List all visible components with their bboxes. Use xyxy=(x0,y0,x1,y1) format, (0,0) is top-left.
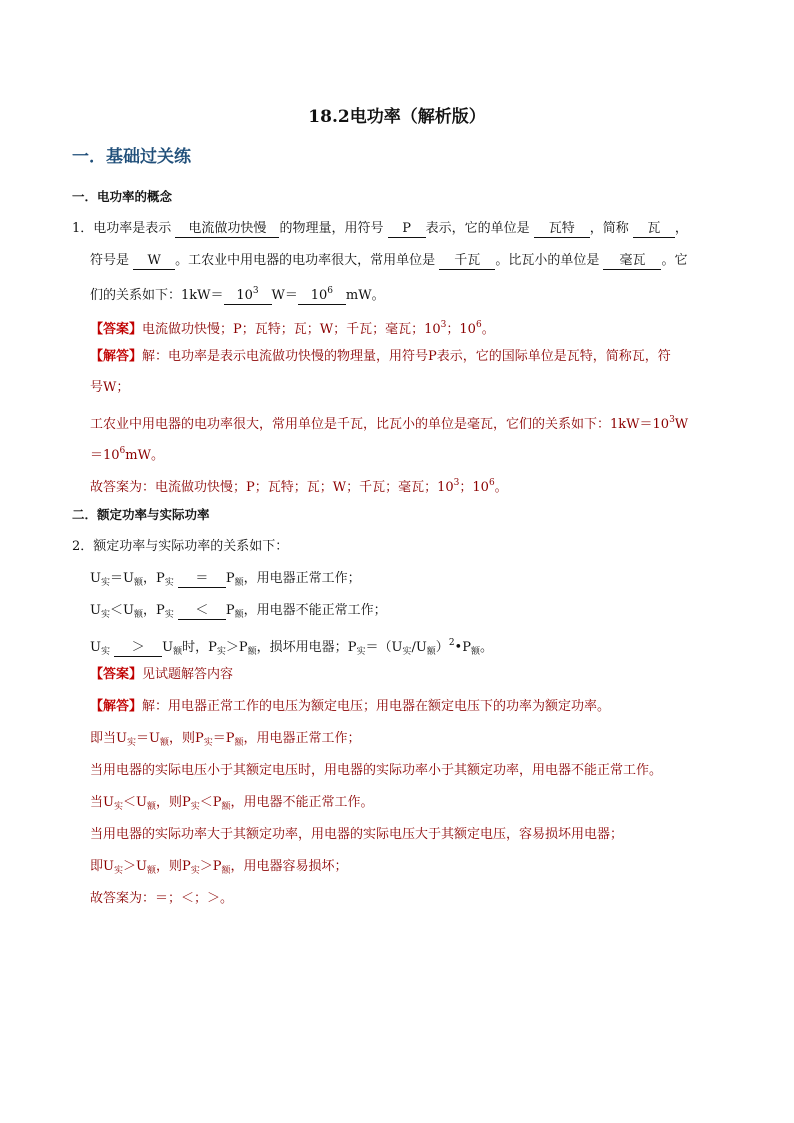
blank-eq: ＝ xyxy=(178,571,226,588)
question-2-analysis-line-6 xyxy=(90,857,348,881)
text: 故答案为：电流做功快慢；P；瓦特；瓦；W；千瓦；毫瓦；10 xyxy=(90,480,454,495)
subscript: 实 xyxy=(190,802,200,812)
text: 即U xyxy=(90,859,114,874)
subscript: 额 xyxy=(146,866,156,876)
blank-lt: ＜ xyxy=(178,603,226,620)
question-1-analysis-line-3 xyxy=(90,410,688,435)
blank-gt: ＞ xyxy=(114,640,162,657)
subsection-heading-2: 二．额定功率与实际功率 xyxy=(72,507,210,522)
text: ＝ xyxy=(212,731,226,746)
question-2-analysis-line-1 xyxy=(90,697,610,717)
blank-6: 千瓦 xyxy=(439,253,495,270)
question-2-final-answer: 故答案为：＝；＜；＞。 xyxy=(90,891,234,906)
subscript: 额 xyxy=(247,647,257,657)
text: 。 xyxy=(479,640,493,655)
blank-8 xyxy=(224,283,272,305)
analysis-text: 解：电功率是表示电流做功快慢的物理量，用符号P表示，它的国际单位是瓦特，简称瓦，符 xyxy=(142,349,671,364)
superscript: 3 xyxy=(252,286,259,296)
blank-7: 毫瓦 xyxy=(603,253,661,270)
symbol: P xyxy=(212,859,222,874)
text: 的物理量，用符号 xyxy=(279,221,384,236)
symbol: U xyxy=(123,571,134,586)
subscript: 额 xyxy=(146,802,156,812)
text: •P xyxy=(454,640,471,655)
text: ＝ xyxy=(109,571,123,586)
text: 电功率是表示 xyxy=(93,221,172,236)
symbol: U xyxy=(90,640,101,655)
analysis-text: 解：用电器正常工作的电压为额定电压；用电器在额定电压下的功率为额定功率。 xyxy=(142,699,611,714)
superscript: 6 xyxy=(475,320,482,330)
question-2-analysis-line-4 xyxy=(90,793,374,817)
text: ＜ xyxy=(199,795,213,810)
symbol: U xyxy=(90,603,101,618)
question-2-intro xyxy=(72,537,288,557)
blank-1: 电流做功快慢 xyxy=(175,221,279,238)
subscript: 实 xyxy=(100,578,110,588)
text: 。它 xyxy=(661,253,688,268)
superscript: 3 xyxy=(669,415,675,425)
question-2-analysis-line-3: 当用电器的实际电压小于其额定电压时，用电器的实际功率小于其额定功率，用电器不能正常工作。 xyxy=(90,763,663,778)
text: ＝10 xyxy=(90,448,120,463)
text: ， xyxy=(142,603,156,618)
question-1-analysis-line-4 xyxy=(90,441,164,466)
question-2-analysis-line-5: 当用电器的实际功率大于其额定功率，用电器的实际电压大于其额定电压，容易损坏用电器； xyxy=(90,827,624,842)
question-1-line-2 xyxy=(90,251,687,271)
symbol: P xyxy=(156,571,165,586)
answer-tag: 【答案】 xyxy=(90,667,143,682)
blank-9 xyxy=(298,283,346,305)
text: W＝ xyxy=(271,288,298,303)
text: ，用电器正常工作； xyxy=(243,731,361,746)
text: 。 xyxy=(494,480,508,495)
symbol: P xyxy=(225,571,235,586)
question-2-line-3 xyxy=(90,633,493,662)
superscript: 3 xyxy=(453,478,460,488)
symbol: U xyxy=(136,859,147,874)
subscript: 实 xyxy=(164,610,174,620)
text: ，简称 xyxy=(589,221,629,236)
text: 。 xyxy=(481,322,495,337)
subscript: 额 xyxy=(221,802,231,812)
text: 即当U xyxy=(90,731,127,746)
text: ，则P xyxy=(155,795,191,810)
analysis-tag: 【解答】 xyxy=(90,699,143,714)
superscript: 6 xyxy=(488,478,495,488)
text: ） xyxy=(435,640,449,655)
subscript: 额 xyxy=(173,647,183,657)
symbol: P xyxy=(156,603,165,618)
text: ， xyxy=(674,221,688,236)
text: W xyxy=(674,417,689,432)
text: /U xyxy=(411,640,427,655)
text: mW。 xyxy=(345,288,385,303)
question-2-line-1 xyxy=(90,569,361,593)
subscript: 额 xyxy=(159,738,169,748)
superscript: 6 xyxy=(327,286,334,296)
symbol: P xyxy=(208,640,217,655)
text: 时， xyxy=(182,640,209,655)
text: ，用电器不能正常工作； xyxy=(243,603,387,618)
symbol: P xyxy=(212,795,222,810)
text: 当U xyxy=(90,795,114,810)
subscript: 实 xyxy=(356,647,366,657)
symbol: P xyxy=(225,603,235,618)
text: 工农业中用电器的电功率很大，常用单位是千瓦，比瓦小的单位是毫瓦，它们的关系如下：1kW＝10 xyxy=(90,417,670,432)
text: ，损坏用电器； xyxy=(256,640,348,655)
subscript: 额 xyxy=(221,866,231,876)
text: ＝（U xyxy=(365,640,403,655)
answer-tag: 【答案】 xyxy=(90,322,143,337)
page-title: 18.2电功率（解析版） xyxy=(308,107,486,127)
text: ；10 xyxy=(446,322,476,337)
superscript: 2 xyxy=(448,638,455,648)
symbol: P xyxy=(347,640,357,655)
symbol: U xyxy=(162,640,174,655)
symbol: P xyxy=(238,640,248,655)
question-2-answer xyxy=(90,665,233,685)
question-1-line-1 xyxy=(72,219,688,239)
text: 额定功率与实际功率的关系如下： xyxy=(93,539,289,554)
text: ＞ xyxy=(122,859,136,874)
subscript: 实 xyxy=(126,738,136,748)
section-heading: 一．基础过关练 xyxy=(72,147,191,167)
blank-3: 瓦特 xyxy=(534,221,590,238)
text: ，则P xyxy=(155,859,191,874)
subscript: 额 xyxy=(133,610,143,620)
text: 们的关系如下：1kW＝ xyxy=(90,288,224,303)
symbol: U xyxy=(123,603,134,618)
text: 表示，它的单位是 xyxy=(425,221,530,236)
text: ，用电器正常工作； xyxy=(243,571,361,586)
question-number: 1． xyxy=(72,221,94,236)
text: 。比瓦小的单位是 xyxy=(495,253,600,268)
symbol: P xyxy=(225,731,235,746)
question-1-analysis-line-2: 号W； xyxy=(90,380,130,395)
subscript: 额 xyxy=(426,647,436,657)
question-2-line-2 xyxy=(90,601,387,625)
answer-text xyxy=(142,322,495,337)
subscript: 实 xyxy=(113,802,123,812)
text: ，用电器不能正常工作。 xyxy=(230,795,374,810)
analysis-tag: 【解答】 xyxy=(90,349,143,364)
symbol: U xyxy=(149,731,160,746)
text: ＝ xyxy=(135,731,149,746)
question-1-analysis-line-1 xyxy=(90,347,671,367)
subscript: 实 xyxy=(100,647,110,657)
text: ；10 xyxy=(459,480,489,495)
subscript: 实 xyxy=(190,866,200,876)
blank-2: P xyxy=(388,221,426,238)
subscript: 实 xyxy=(164,578,174,588)
subscript: 额 xyxy=(234,738,244,748)
text: mW。 xyxy=(125,448,164,463)
question-1-line-3 xyxy=(90,283,385,306)
text: ，用电器容易损坏； xyxy=(230,859,348,874)
subscript: 额 xyxy=(234,578,244,588)
text: 10 xyxy=(236,288,253,303)
symbol: U xyxy=(90,571,101,586)
answer-text: 见试题解答内容 xyxy=(142,667,234,682)
subscript: 实 xyxy=(402,647,412,657)
superscript: 3 xyxy=(440,320,447,330)
text: 符号是 xyxy=(90,253,130,268)
question-1-final-answer xyxy=(90,473,508,498)
subscript: 实 xyxy=(203,738,213,748)
subscript: 额 xyxy=(234,610,244,620)
subsection-heading-1: 一．电功率的概念 xyxy=(72,189,173,204)
superscript: 6 xyxy=(119,446,126,456)
text: ＜ xyxy=(122,795,136,810)
blank-5: W xyxy=(133,253,175,270)
symbol: U xyxy=(136,795,147,810)
text: ＜ xyxy=(109,603,123,618)
subscript: 额 xyxy=(470,647,480,657)
subscript: 实 xyxy=(100,610,110,620)
text: 电流做功快慢；P；瓦特；瓦；W；千瓦；毫瓦；10 xyxy=(142,322,441,337)
subscript: 实 xyxy=(216,647,226,657)
text: ， xyxy=(142,571,156,586)
text: ，则P xyxy=(168,731,204,746)
question-1-answer xyxy=(90,315,495,340)
question-number: 2． xyxy=(72,539,94,554)
subscript: 额 xyxy=(133,578,143,588)
text: 10 xyxy=(310,288,328,303)
text: ＞ xyxy=(225,640,239,655)
subscript: 实 xyxy=(113,866,123,876)
text: 。工农业中用电器的电功率很大，常用单位是 xyxy=(175,253,436,268)
question-2-analysis-line-2 xyxy=(90,729,361,753)
text: ＞ xyxy=(199,859,213,874)
blank-4: 瓦 xyxy=(633,221,675,238)
